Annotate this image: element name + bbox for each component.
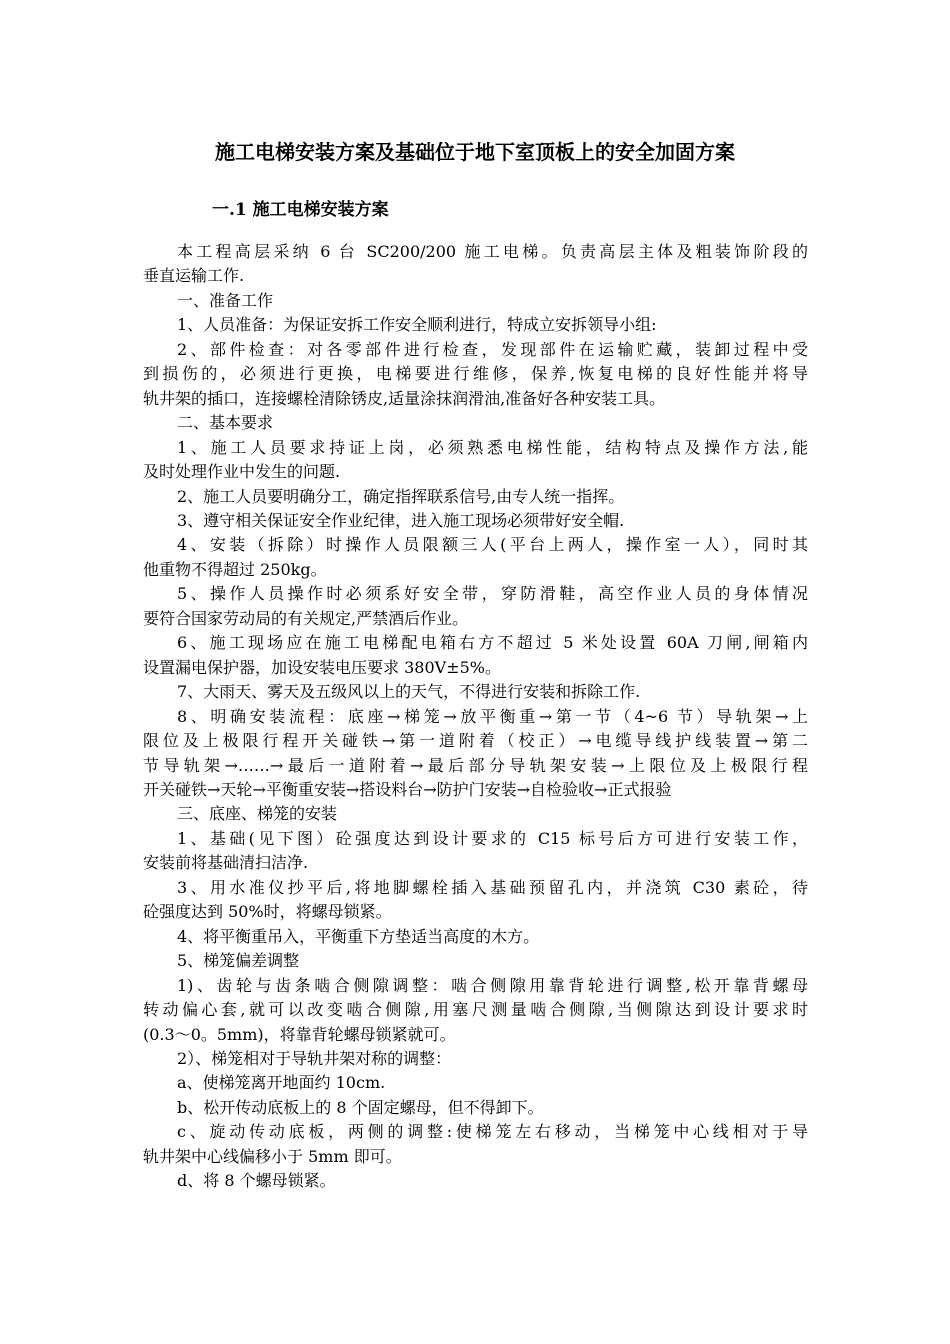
text-line: 1、基础(见下图）砼强度达到设计要求的 C15 标号后方可进行安装工作， <box>177 828 808 848</box>
text-line: 1、施工人员要求持证上岗，必须熟悉电梯性能，结构特点及操作方法,能 <box>177 437 808 457</box>
text-line: 4、安装（拆除）时操作人员限额三人(平台上两人，操作室一人），同时其 <box>177 535 808 555</box>
text-line: a、使梯笼离开地面约 10cm. <box>177 1073 386 1093</box>
text-line: (0.3～0。5mm)，将靠背轮螺母锁紧就可。 <box>143 1024 456 1044</box>
text-line: 要符合国家劳动局的有关规定,严禁酒后作业。 <box>143 608 469 628</box>
text-line: 4、将平衡重吊入，平衡重下方垫适当高度的木方。 <box>177 926 540 946</box>
section-heading: 一.1 施工电梯安装方案 <box>212 200 389 220</box>
text-line: 开关碰铁→天轮→平衡重安装→搭设料台→防护门安装→自检验收→正式报验 <box>143 779 672 799</box>
text-line: c、旋动传动底板，两侧的调整:使梯笼左右移动，当梯笼中心线相对于导 <box>177 1122 808 1142</box>
text-line: 转动偏心套,就可以改变啮合侧隙,用塞尺测量啮合侧隙,当侧隙达到设计要求时 <box>143 1000 808 1020</box>
text-line: 本工程高层采纳 6 台 SC200/200 施工电梯。负责高层主体及粗装饰阶段的 <box>177 242 808 261</box>
text-line: 他重物不得超过 250kg。 <box>143 559 327 579</box>
text-line: 节导轨架→……→最后一道附着→最后部分导轨架安装→上限位及上极限行程 <box>143 755 808 775</box>
text-line: 砼强度达到 50%时，将螺母锁紧。 <box>143 902 392 922</box>
text-line: 及时处理作业中发生的问题. <box>143 462 341 482</box>
text-line: 轨井架中心线偏移小于 5mm 即可。 <box>143 1146 402 1166</box>
text-line: 3、遵守相关保证安全作业纪律，进入施工现场必须带好安全帽. <box>177 510 625 530</box>
text-line: 限位及上极限行程开关碰铁→第一道附着（校正）→电缆导线护线装置→第二 <box>143 731 808 751</box>
text-line: 1)、齿轮与齿条啮合侧隙调整：啮合侧隙用靠背轮进行调整,松开靠背螺母 <box>177 975 808 995</box>
text-line: b、松开传动底板上的 8 个固定螺母，但不得卸下。 <box>177 1097 544 1117</box>
document-body <box>143 240 808 1194</box>
text-line: 3、用水准仪抄平后,将地脚螺栓插入基础预留孔内，并浇筑 C30 素砼，待 <box>177 877 808 897</box>
text-line: 垂直运输工作. <box>143 266 245 286</box>
document-title: 施工电梯安装方案及基础位于地下室顶板上的安全加固方案 <box>215 140 735 164</box>
text-line: 6、施工现场应在施工电梯配电箱右方不超过 5 米处设置 60A 刀闸,闸箱内 <box>177 633 808 653</box>
text-line: 一、准备工作 <box>177 290 274 310</box>
text-line: 2、部件检查：对各零部件进行检查，发现部件在运输贮藏，装卸过程中受 <box>177 339 808 359</box>
text-line: 轨井架的插口，连接螺栓清除锈皮,适量涂抹润滑油,准备好各种安装工具。 <box>143 388 666 408</box>
text-line: 安装前将基础清扫洁净. <box>143 853 309 873</box>
text-line: 到损伤的，必须进行更换，电梯要进行维修，保养,恢复电梯的良好性能并将导 <box>143 364 808 384</box>
text-line: 二、基本要求 <box>177 413 274 433</box>
text-line: d、将 8 个螺母锁紧。 <box>177 1171 336 1191</box>
text-line: 5、操作人员操作时必须系好安全带，穿防滑鞋，高空作业人员的身体情况 <box>177 584 808 604</box>
text-line: 2）、梯笼相对于导轨井架对称的调整： <box>177 1048 452 1068</box>
text-line: 7、大雨天、雾天及五级风以上的天气，不得进行安装和拆除工作. <box>177 682 641 702</box>
text-line: 2、施工人员要明确分工，确定指挥联系信号,由专人统一指挥。 <box>177 486 625 506</box>
text-line: 设置漏电保护器，加设安装电压要求 380V±5%。 <box>143 657 501 677</box>
text-line: 8、明确安装流程：底座→梯笼→放平衡重→第一节（4~6 节）导轨架→上 <box>177 706 808 726</box>
text-line: 1、人员准备：为保证安拆工作安全顺利进行，特成立安拆领导小组: <box>177 315 657 335</box>
text-line: 5、梯笼偏差调整 <box>177 951 300 971</box>
text-line: 三、底座、梯笼的安装 <box>177 804 338 824</box>
